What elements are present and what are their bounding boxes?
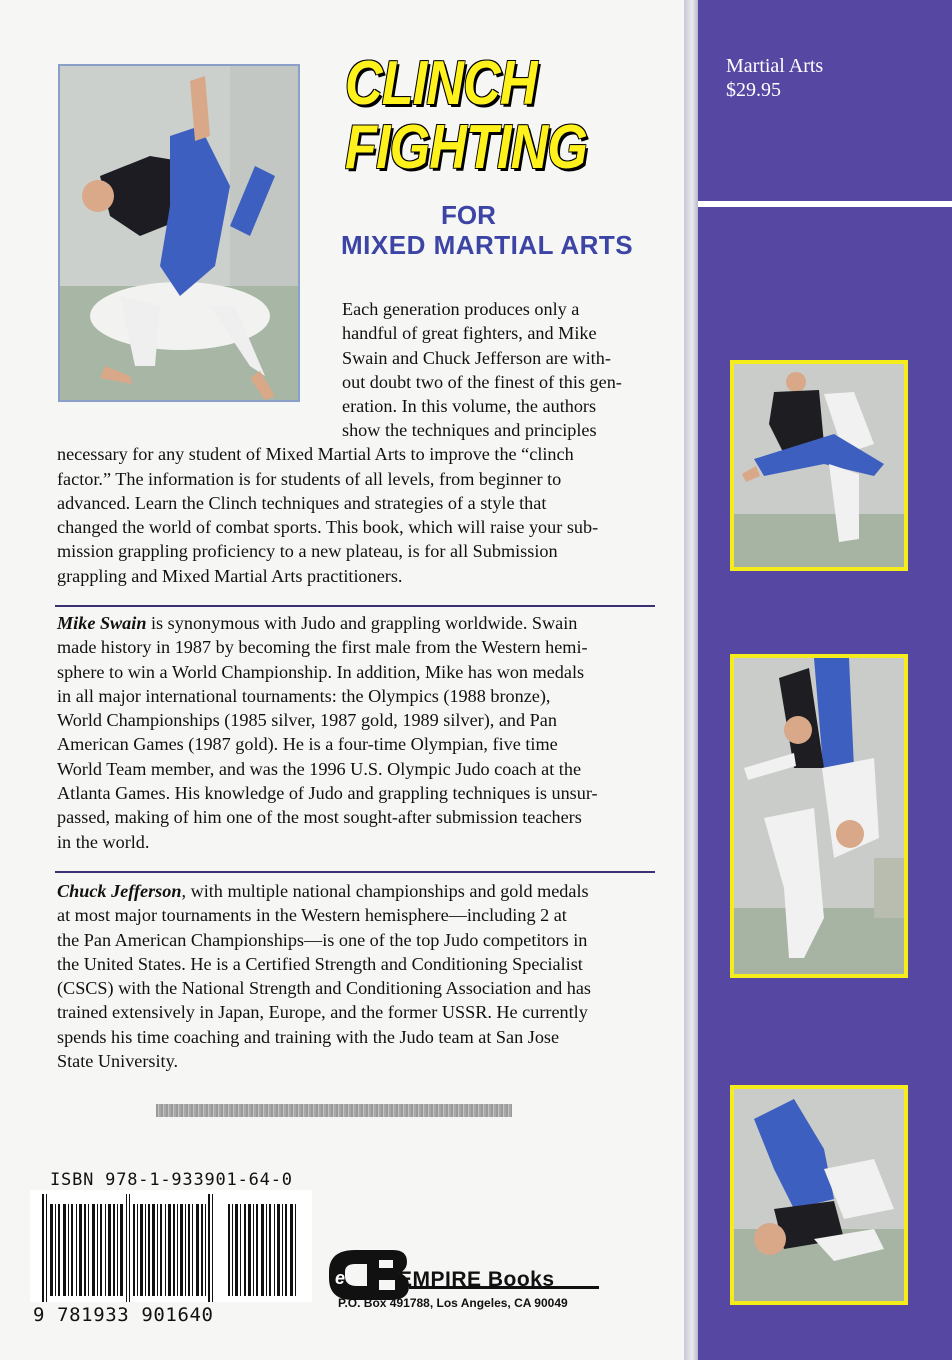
bio-line: World Team member, and was the 1996 U.S. Olympic Judo coach at the: [57, 758, 582, 779]
description-line: show the techniques and principles: [342, 420, 597, 440]
description-full: [57, 418, 667, 588]
bio-line: (CSCS) with the National Strength and Conditioning Association and has: [57, 978, 591, 999]
svg-text:e: e: [335, 1268, 346, 1288]
description-line: factor.” The information is for students of all levels, from beginner to: [57, 468, 562, 489]
bio-line: trained extensively in Japan, Europe, and the former USSR. He currently: [57, 1002, 588, 1023]
barcode-image: [30, 1190, 312, 1302]
book-subtitle: MIXED MARTIAL ARTS: [341, 230, 634, 260]
spine-edge: [684, 0, 698, 1360]
bio-line: is synonymous with Judo and grappling worldwide. Swain: [146, 613, 578, 633]
bio-line: at most major tournaments in the Western hemisphere—including 2 at: [57, 905, 567, 926]
bio-chuck-jefferson: [57, 879, 669, 1073]
bio-line: the Pan American Championships—is one of the top Judo competitors in: [57, 929, 588, 950]
sidebar-white-rule: [698, 201, 952, 207]
publisher-name: EMPIRE Books: [398, 1268, 555, 1291]
description-top: [342, 297, 642, 418]
description-line: advanced. Learn the Clinch techniques and strategies of a style that: [57, 492, 547, 513]
isbn-label: ISBN 978-1-933901-64-0: [50, 1170, 293, 1190]
description-line: grappling and Mixed Martial Arts practitioners.: [57, 565, 403, 586]
cover-photo-throw: [58, 64, 300, 402]
book-title: [345, 49, 614, 182]
bio-line: State University.: [57, 1051, 179, 1072]
category-label: Martial Arts: [726, 55, 824, 77]
price-label: $29.95: [726, 79, 781, 101]
bio-line: passed, making of him one of the most sought-after submission teachers: [57, 807, 582, 828]
bio-mike-swain: [57, 611, 669, 854]
bio-name: Chuck Jefferson: [57, 881, 182, 901]
description-line: necessary for any student of Mixed Martial Arts to improve the “clinch: [57, 444, 574, 465]
bio-line: sphere to win a World Championship. In addition, Mike has won medals: [57, 661, 585, 682]
title-line-2: FIGHTING: [345, 113, 588, 182]
title-for: FOR: [441, 200, 496, 230]
description-line: mission grappling proficiency to a new plateau, is for all Submission: [57, 541, 558, 562]
bio-line: the United States. He is a Certified Strength and Conditioning Specialist: [57, 953, 583, 974]
description-line: out doubt two of the finest of this gen-: [342, 371, 622, 392]
divider-rule: [55, 871, 655, 873]
sidebar-photo-1: [730, 360, 908, 571]
right-sidebar: [698, 0, 952, 1360]
description-line: eration. In this volume, the authors: [342, 396, 597, 417]
bio-line: in all major international tournaments: the Olympics (1988 bronze),: [57, 685, 551, 706]
bio-line: World Championships (1985 silver, 1987 gold, 1989 silver), and Pan: [57, 710, 557, 731]
decorative-gray-bar: [156, 1104, 512, 1117]
description-line: Each generation produces only a: [342, 299, 580, 319]
description-line: handful of great fighters, and Mike: [342, 323, 597, 344]
bio-line: in the world.: [57, 831, 150, 852]
bio-line: Atlanta Games. His knowledge of Judo and grappling techniques is unsur-: [57, 783, 598, 804]
title-line-1: CLINCH: [345, 49, 537, 118]
bio-line: American Games (1987 gold). He is a four-time Olympian, five time: [57, 734, 558, 755]
bio-line: made history in 1987 by becoming the first male from the Western hemi-: [57, 637, 588, 658]
barcode-number: 9 781933 901640: [33, 1304, 214, 1326]
sidebar-photo-2: [730, 654, 908, 978]
description-line: Swain and Chuck Jefferson are with-: [342, 347, 611, 368]
bio-line: spends his time coaching and training with the Judo team at San Jose: [57, 1026, 560, 1047]
publisher-address: P.O. Box 491788, Los Angeles, CA 90049: [338, 1296, 568, 1310]
bio-line: , with multiple national championships and gold medals: [181, 881, 589, 901]
price-block: [726, 54, 823, 102]
bio-name: Mike Swain: [57, 613, 147, 633]
description-line: changed the world of combat sports. This book, which will raise your sub-: [57, 517, 599, 538]
sidebar-photo-3: [730, 1085, 908, 1305]
divider-rule: [55, 605, 655, 607]
